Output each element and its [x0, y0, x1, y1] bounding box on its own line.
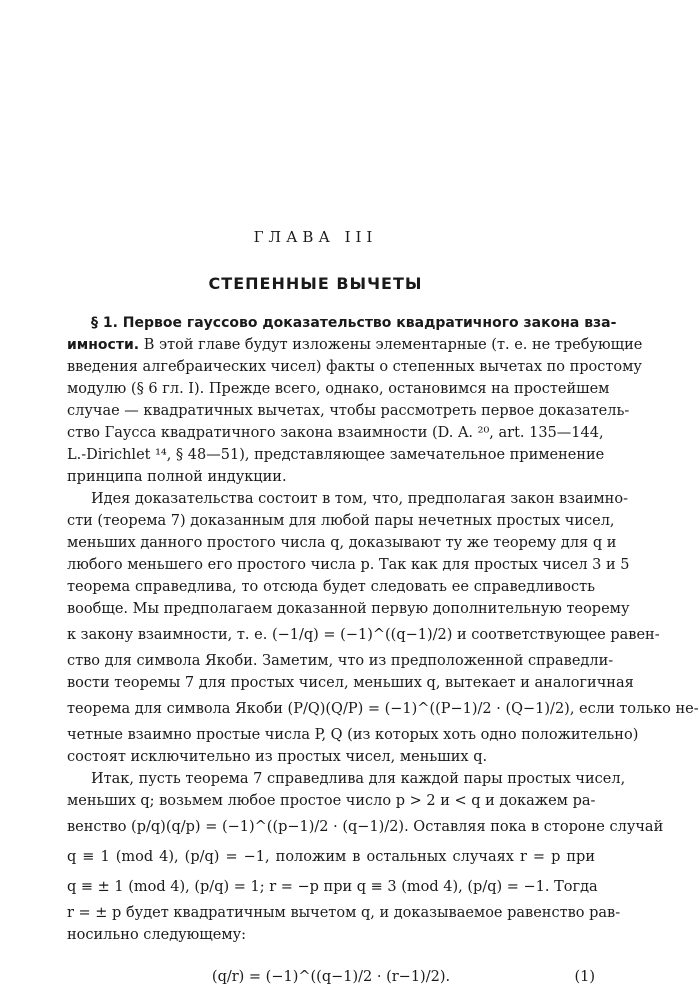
text-line: вости теоремы 7 для простых чисел, меньших q, вытекает и аналогичная	[67, 675, 634, 691]
text-line: меньших q; возьмем любое простое число p > 2 и < q и докажем ра-	[67, 793, 596, 809]
equation-body: (q/r) = (−1)^((q−1)/2 · (r−1)/2).	[211, 969, 451, 985]
text-line-formula: q ≡ 1 (mod 4), (p/q) = −1, положим в остальных случаях r = p при	[67, 849, 595, 865]
text-line-formula: венство (p/q)(q/p) = (−1)^((p−1)/2 · (q−1)/2). Оставляя пока в стороне случай	[67, 819, 664, 835]
text-line-formula: q ≡ ± 1 (mod 4), (p/q) = 1; r = −p при q ≡ 3 (mod 4), (p/q) = −1. Тогда	[67, 879, 598, 895]
text-line: теорема справедлива, то отсюда будет следовать ее справедливость	[67, 579, 595, 595]
section-heading: § 1. Первое гауссово доказательство квадратичного закона вза-	[91, 315, 617, 331]
text-line-formula: теорема для символа Якоби (P/Q)(Q/P) = (−1)^((P−1)/2 · (Q−1)/2), если только не-	[67, 701, 699, 717]
main-text	[67, 312, 699, 998]
text-line: принципа полной индукции.	[67, 469, 287, 485]
text-line: вообще. Мы предполагаем доказанной первую дополнительную теорему	[67, 601, 630, 617]
text-line: ство для символа Якоби. Заметим, что из предположенной справедли-	[67, 653, 614, 669]
display-equation	[67, 958, 595, 998]
text-line: имности. В этой главе будут изложены элементарные (т. е. не требующие	[67, 337, 643, 353]
text-line: введения алгебраических чисел) факты о степенных вычетах по простому	[67, 359, 642, 375]
text-line: L.-Dirichlet ¹⁴, § 48—51), представляющее замечательное применение	[67, 447, 605, 463]
text-line: носильно следующему:	[67, 927, 247, 943]
text-line: четные взаимно простые числа P, Q (из которых хоть одно положительно)	[67, 727, 639, 743]
section-heading-end: имности.	[67, 337, 140, 353]
text-line: Итак, пусть теорема 7 справедлива для каждой пары простых чисел,	[91, 771, 626, 787]
text-line	[67, 312, 617, 334]
text-line: модулю (§ 6 гл. I). Прежде всего, однако, остановимся на простейшем	[67, 381, 610, 397]
text-line: случае — квадратичных вычетах, чтобы рассмотреть первое доказатель-	[67, 403, 630, 419]
text-line: r = ± p будет квадратичным вычетом q, и доказываемое равенство рав-	[67, 905, 621, 921]
text-line: ство Гаусса квадратичного закона взаимности (D. A. ²⁰, art. 135—144,	[67, 425, 604, 441]
text-line: любого меньшего его простого числа p. Так как для простых чисел 3 и 5	[67, 557, 630, 573]
text-line: состоят исключительно из простых чисел, меньших q.	[67, 749, 488, 765]
chapter-title: СТЕПЕННЫЕ ВЫЧЕТЫ	[208, 274, 423, 293]
text-line: сти (теорема 7) доказанным для любой пары нечетных простых чисел,	[67, 513, 615, 529]
chapter-label: ГЛАВА III	[253, 228, 378, 246]
equation-number: (1)	[574, 969, 595, 985]
text-line: меньших данного простого числа q, доказывают ту же теорему для q и	[67, 535, 617, 551]
text-line-formula: к закону взаимности, т. е. (−1/q) = (−1)^((q−1)/2) и соответствующее равен-	[67, 627, 660, 643]
text-line: Идея доказательства состоит в том, что, предполагая закон взаимно-	[91, 491, 628, 507]
